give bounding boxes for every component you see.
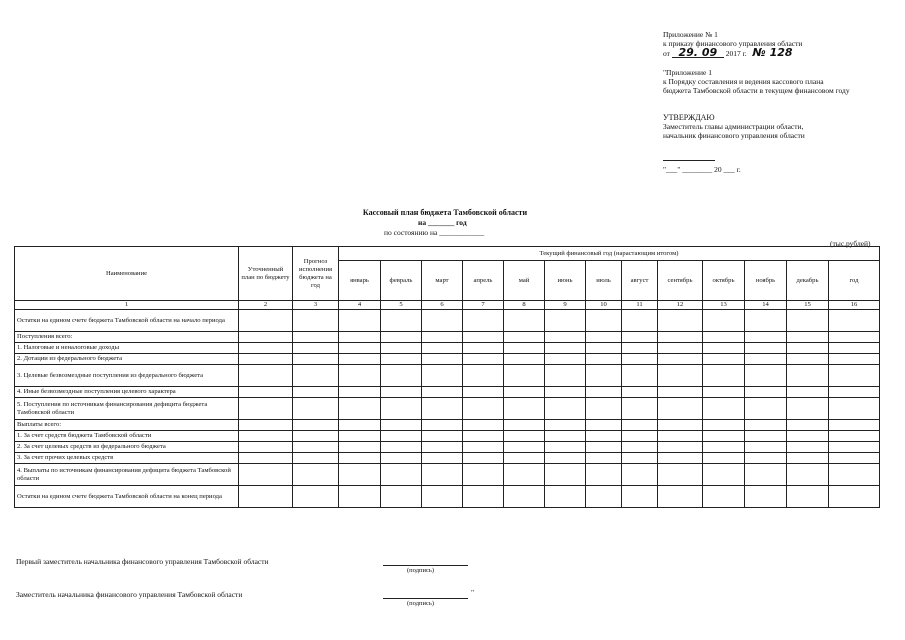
table-cell [339, 453, 381, 464]
table-cell [829, 387, 880, 398]
table-cell [586, 332, 622, 343]
table-cell [504, 343, 545, 354]
table-cell [829, 453, 880, 464]
table-cell [829, 343, 880, 354]
table-cell [504, 453, 545, 464]
column-number: 4 [339, 301, 381, 310]
table-cell [745, 310, 787, 332]
table-cell [703, 453, 745, 464]
approve-date-line: "___" ________ 20 ___ г. [663, 165, 741, 174]
table-cell [829, 420, 880, 431]
table-cell [586, 486, 622, 508]
row-label: 2. Дотации из федерального бюджета [15, 354, 239, 365]
approve-title: УТВЕРЖДАЮ [663, 113, 715, 122]
row-label: Выплаты всего: [15, 420, 239, 431]
table-cell [622, 442, 658, 453]
units-label: (тыс.рублей) [830, 239, 871, 248]
row-label: 4. Иные безвозмездные поступления целевого характера [15, 387, 239, 398]
table-cell [703, 464, 745, 486]
approve-signature-line [663, 160, 715, 161]
table-row [15, 398, 880, 420]
header-month: август [622, 261, 658, 301]
column-number: 7 [463, 301, 504, 310]
header-current-year: Текущий финансовый год (нарастающим итогом) [339, 247, 880, 261]
table-cell [829, 365, 880, 387]
table-cell [586, 431, 622, 442]
table-cell [504, 332, 545, 343]
table-cell [463, 332, 504, 343]
row-label: 1. За счет средств бюджета Тамбовской области [15, 431, 239, 442]
header-plan: Уточненный план по бюджету [239, 247, 293, 301]
table-cell [586, 453, 622, 464]
table-cell [422, 354, 463, 365]
table-cell [658, 398, 703, 420]
table-cell [829, 486, 880, 508]
appendix-date-prefix: от [663, 49, 670, 58]
table-cell [622, 464, 658, 486]
column-number: 10 [586, 301, 622, 310]
table-row [15, 387, 880, 398]
header-month: ноябрь [745, 261, 787, 301]
row-label: Остатки на едином счете бюджета Тамбовской области на конец периода [15, 486, 239, 508]
table-row [15, 420, 880, 431]
table-cell [504, 354, 545, 365]
table-cell [545, 431, 586, 442]
table-cell [545, 310, 586, 332]
table-cell [239, 354, 293, 365]
table-cell [787, 453, 829, 464]
row-label: 4. Выплаты по источникам финансирования дефицита бюджета Тамбовской области [15, 464, 239, 486]
table-cell [703, 343, 745, 354]
table-cell [787, 387, 829, 398]
table-cell [622, 420, 658, 431]
appendix-line-3 [663, 48, 802, 58]
table-cell [745, 343, 787, 354]
table-cell [381, 365, 422, 387]
table-cell [239, 387, 293, 398]
table-cell [381, 464, 422, 486]
table-cell [463, 431, 504, 442]
table-cell [586, 354, 622, 365]
table-cell [239, 431, 293, 442]
table-cell [422, 431, 463, 442]
table-cell [463, 310, 504, 332]
table-cell [745, 431, 787, 442]
row-label: Остатки на едином счете бюджета Тамбовской области на начало периода [15, 310, 239, 332]
table-cell [293, 387, 339, 398]
table-cell [622, 398, 658, 420]
header-month: декабрь [787, 261, 829, 301]
table-cell [381, 310, 422, 332]
row-label: 3. Целевые безвозмездные поступления из федерального бюджета [15, 365, 239, 387]
table-cell [381, 398, 422, 420]
table-cell [745, 486, 787, 508]
table-cell [829, 442, 880, 453]
table-cell [658, 486, 703, 508]
table-cell [658, 431, 703, 442]
table-cell [239, 464, 293, 486]
table-cell [239, 343, 293, 354]
approve-line-2: начальник финансового управления области [663, 131, 805, 140]
header-forecast: Прогноз исполнения бюджета на год [293, 247, 339, 301]
table-cell [339, 464, 381, 486]
table-cell [586, 387, 622, 398]
table-cell [339, 387, 381, 398]
table-cell [463, 365, 504, 387]
table-cell [829, 354, 880, 365]
table-cell [239, 365, 293, 387]
table-cell [293, 486, 339, 508]
header-month: июнь [545, 261, 586, 301]
table-cell [586, 442, 622, 453]
table-cell [463, 486, 504, 508]
column-number: 3 [293, 301, 339, 310]
table-cell [239, 442, 293, 453]
table-cell [545, 398, 586, 420]
table-cell [787, 343, 829, 354]
table-cell [787, 420, 829, 431]
table-cell [339, 431, 381, 442]
table-cell [339, 354, 381, 365]
table-cell [787, 354, 829, 365]
appendix-quote-line-1: "Приложение 1 [663, 68, 712, 77]
appendix-number: № 128 [752, 46, 793, 59]
table-cell [787, 486, 829, 508]
header-month: май [504, 261, 545, 301]
table-cell [293, 442, 339, 453]
table-cell [586, 310, 622, 332]
approve-line-1: Заместитель главы администрации области, [663, 122, 804, 131]
table-cell [658, 310, 703, 332]
header-name: Наименование [15, 247, 239, 301]
table-cell [622, 343, 658, 354]
table-cell [293, 431, 339, 442]
table-cell [545, 387, 586, 398]
table-cell [381, 453, 422, 464]
table-row [15, 453, 880, 464]
table-cell [545, 365, 586, 387]
table-cell [658, 420, 703, 431]
table-cell [745, 332, 787, 343]
table-cell [622, 365, 658, 387]
table-cell [422, 398, 463, 420]
table-cell [422, 486, 463, 508]
table-cell [787, 310, 829, 332]
table-cell [658, 365, 703, 387]
table-cell [293, 398, 339, 420]
first-deputy-signature-caption: (подпись) [407, 567, 434, 574]
table-cell [658, 453, 703, 464]
table-cell [293, 420, 339, 431]
table-cell [293, 332, 339, 343]
table-cell [545, 332, 586, 343]
table-cell [829, 332, 880, 343]
table-cell [381, 442, 422, 453]
table-cell [339, 343, 381, 354]
column-number: 11 [622, 301, 658, 310]
table-cell [293, 354, 339, 365]
column-number: 13 [703, 301, 745, 310]
column-number: 15 [787, 301, 829, 310]
table-cell [658, 354, 703, 365]
row-label: 5. Поступления по источникам финансирования дефицита бюджета Тамбовской области [15, 398, 239, 420]
column-number: 9 [545, 301, 586, 310]
table-cell [703, 310, 745, 332]
table-cell [381, 354, 422, 365]
table-cell [829, 431, 880, 442]
table-cell [463, 420, 504, 431]
table-cell [829, 464, 880, 486]
table-cell [422, 343, 463, 354]
table-cell [422, 387, 463, 398]
column-number: 12 [658, 301, 703, 310]
table-row [15, 365, 880, 387]
table-cell [463, 442, 504, 453]
table-row [15, 486, 880, 508]
column-number: 1 [15, 301, 239, 310]
table-cell [586, 398, 622, 420]
table-cell [422, 442, 463, 453]
appendix-line-2: к приказу финансового управления области [663, 39, 803, 48]
table-cell [293, 453, 339, 464]
table-cell [381, 420, 422, 431]
table-cell [703, 332, 745, 343]
table-row [15, 431, 880, 442]
header-month: июль [586, 261, 622, 301]
table-cell [293, 310, 339, 332]
appendix-line-1: Приложение № 1 [663, 30, 718, 39]
table-cell [703, 398, 745, 420]
table-cell [504, 464, 545, 486]
table-cell [239, 332, 293, 343]
table-cell [745, 464, 787, 486]
table-cell [545, 486, 586, 508]
table-cell [293, 464, 339, 486]
table-row [15, 354, 880, 365]
table-cell [745, 354, 787, 365]
header-month: февраль [381, 261, 422, 301]
table-cell [829, 310, 880, 332]
table-cell [422, 310, 463, 332]
table-cell [622, 486, 658, 508]
table-row [15, 343, 880, 354]
table-cell [658, 332, 703, 343]
table-cell [422, 332, 463, 343]
table-cell [787, 365, 829, 387]
table-cell [422, 464, 463, 486]
appendix-quote-block [663, 68, 850, 95]
deputy-label: Заместитель начальника финансового управления Тамбовской области [16, 590, 243, 599]
table-cell [422, 420, 463, 431]
column-number: 16 [829, 301, 880, 310]
row-label: Поступления всего: [15, 332, 239, 343]
first-deputy-label: Первый заместитель начальника финансового управления Тамбовской области [16, 557, 269, 566]
table-cell [658, 343, 703, 354]
table-row [15, 310, 880, 332]
table-cell [339, 420, 381, 431]
table-cell [545, 343, 586, 354]
table-cell [504, 486, 545, 508]
table-cell [339, 442, 381, 453]
column-number: 5 [381, 301, 422, 310]
table-cell [504, 420, 545, 431]
header-month: январь [339, 261, 381, 301]
table-cell [829, 398, 880, 420]
header-month: год [829, 261, 880, 301]
table-row [15, 442, 880, 453]
table-cell [658, 442, 703, 453]
table-cell [545, 442, 586, 453]
appendix-quote-line-2: к Порядку составления и ведения кассового плана [663, 77, 824, 86]
table-cell [239, 420, 293, 431]
header-month: апрель [463, 261, 504, 301]
table-cell [463, 464, 504, 486]
table-cell [504, 442, 545, 453]
table-row [15, 332, 880, 343]
table-cell [381, 486, 422, 508]
table-cell [422, 365, 463, 387]
table-cell [463, 387, 504, 398]
table-cell [745, 420, 787, 431]
appendix-quote-line-3: бюджета Тамбовской области в текущем финансовом году [663, 86, 850, 95]
table-cell [622, 453, 658, 464]
table-cell [339, 310, 381, 332]
deputy-signature-caption: (подпись) [407, 600, 434, 607]
appendix-year: 2017 г. [725, 49, 747, 58]
table-cell [463, 354, 504, 365]
table-cell [545, 420, 586, 431]
table-cell [745, 365, 787, 387]
document-year-line: на _______ год [418, 218, 467, 227]
header-month: март [422, 261, 463, 301]
table-cell [703, 387, 745, 398]
table-cell [622, 387, 658, 398]
table-cell [463, 343, 504, 354]
column-number: 2 [239, 301, 293, 310]
table-cell [658, 387, 703, 398]
table-cell [586, 464, 622, 486]
table-cell [422, 453, 463, 464]
table-cell [703, 365, 745, 387]
table-cell [703, 431, 745, 442]
table-row [15, 464, 880, 486]
table-cell [504, 387, 545, 398]
table-cell [504, 310, 545, 332]
table-cell [787, 332, 829, 343]
table-cell [239, 398, 293, 420]
appendix-block [663, 30, 802, 58]
table-cell [504, 431, 545, 442]
table-cell [381, 332, 422, 343]
table-cell [703, 442, 745, 453]
column-number: 14 [745, 301, 787, 310]
table-cell [381, 387, 422, 398]
table-cell [239, 453, 293, 464]
table-cell [504, 398, 545, 420]
table-cell [586, 420, 622, 431]
table-cell [703, 486, 745, 508]
table-cell [339, 365, 381, 387]
table-cell [622, 310, 658, 332]
table-cell [239, 310, 293, 332]
table-cell [586, 343, 622, 354]
table-cell [545, 453, 586, 464]
table-cell [463, 398, 504, 420]
appendix-date: 29. 09 [672, 48, 724, 58]
row-label: 3. За счет прочих целевых средств [15, 453, 239, 464]
table-cell [239, 486, 293, 508]
table-cell [381, 431, 422, 442]
table-cell [787, 464, 829, 486]
table-cell [381, 343, 422, 354]
table-cell [545, 464, 586, 486]
table-cell [545, 354, 586, 365]
closing-quote: " [471, 588, 475, 597]
column-number: 8 [504, 301, 545, 310]
document-as-of-line: по состоянию на ____________ [384, 228, 485, 237]
table-cell [622, 431, 658, 442]
table-cell [745, 442, 787, 453]
table-cell [293, 365, 339, 387]
table-cell [658, 464, 703, 486]
row-label: 1. Налоговые и неналоговые доходы [15, 343, 239, 354]
table-cell [504, 365, 545, 387]
cash-plan-table [14, 246, 880, 508]
table-cell [622, 332, 658, 343]
table-cell [745, 398, 787, 420]
table-cell [463, 453, 504, 464]
table-cell [586, 365, 622, 387]
approve-block [663, 113, 805, 140]
table-cell [339, 398, 381, 420]
column-number: 6 [422, 301, 463, 310]
table-cell [703, 420, 745, 431]
document-title: Кассовый план бюджета Тамбовской области [362, 208, 528, 217]
header-month: октябрь [703, 261, 745, 301]
row-label: 2. За счет целевых средств из федерального бюджета [15, 442, 239, 453]
table-cell [787, 431, 829, 442]
table-cell [787, 398, 829, 420]
table-cell [703, 354, 745, 365]
table-cell [745, 387, 787, 398]
table-cell [339, 332, 381, 343]
table-cell [622, 354, 658, 365]
table-cell [339, 486, 381, 508]
table-cell [293, 343, 339, 354]
table-cell [745, 453, 787, 464]
table-cell [787, 442, 829, 453]
header-month: сентябрь [658, 261, 703, 301]
